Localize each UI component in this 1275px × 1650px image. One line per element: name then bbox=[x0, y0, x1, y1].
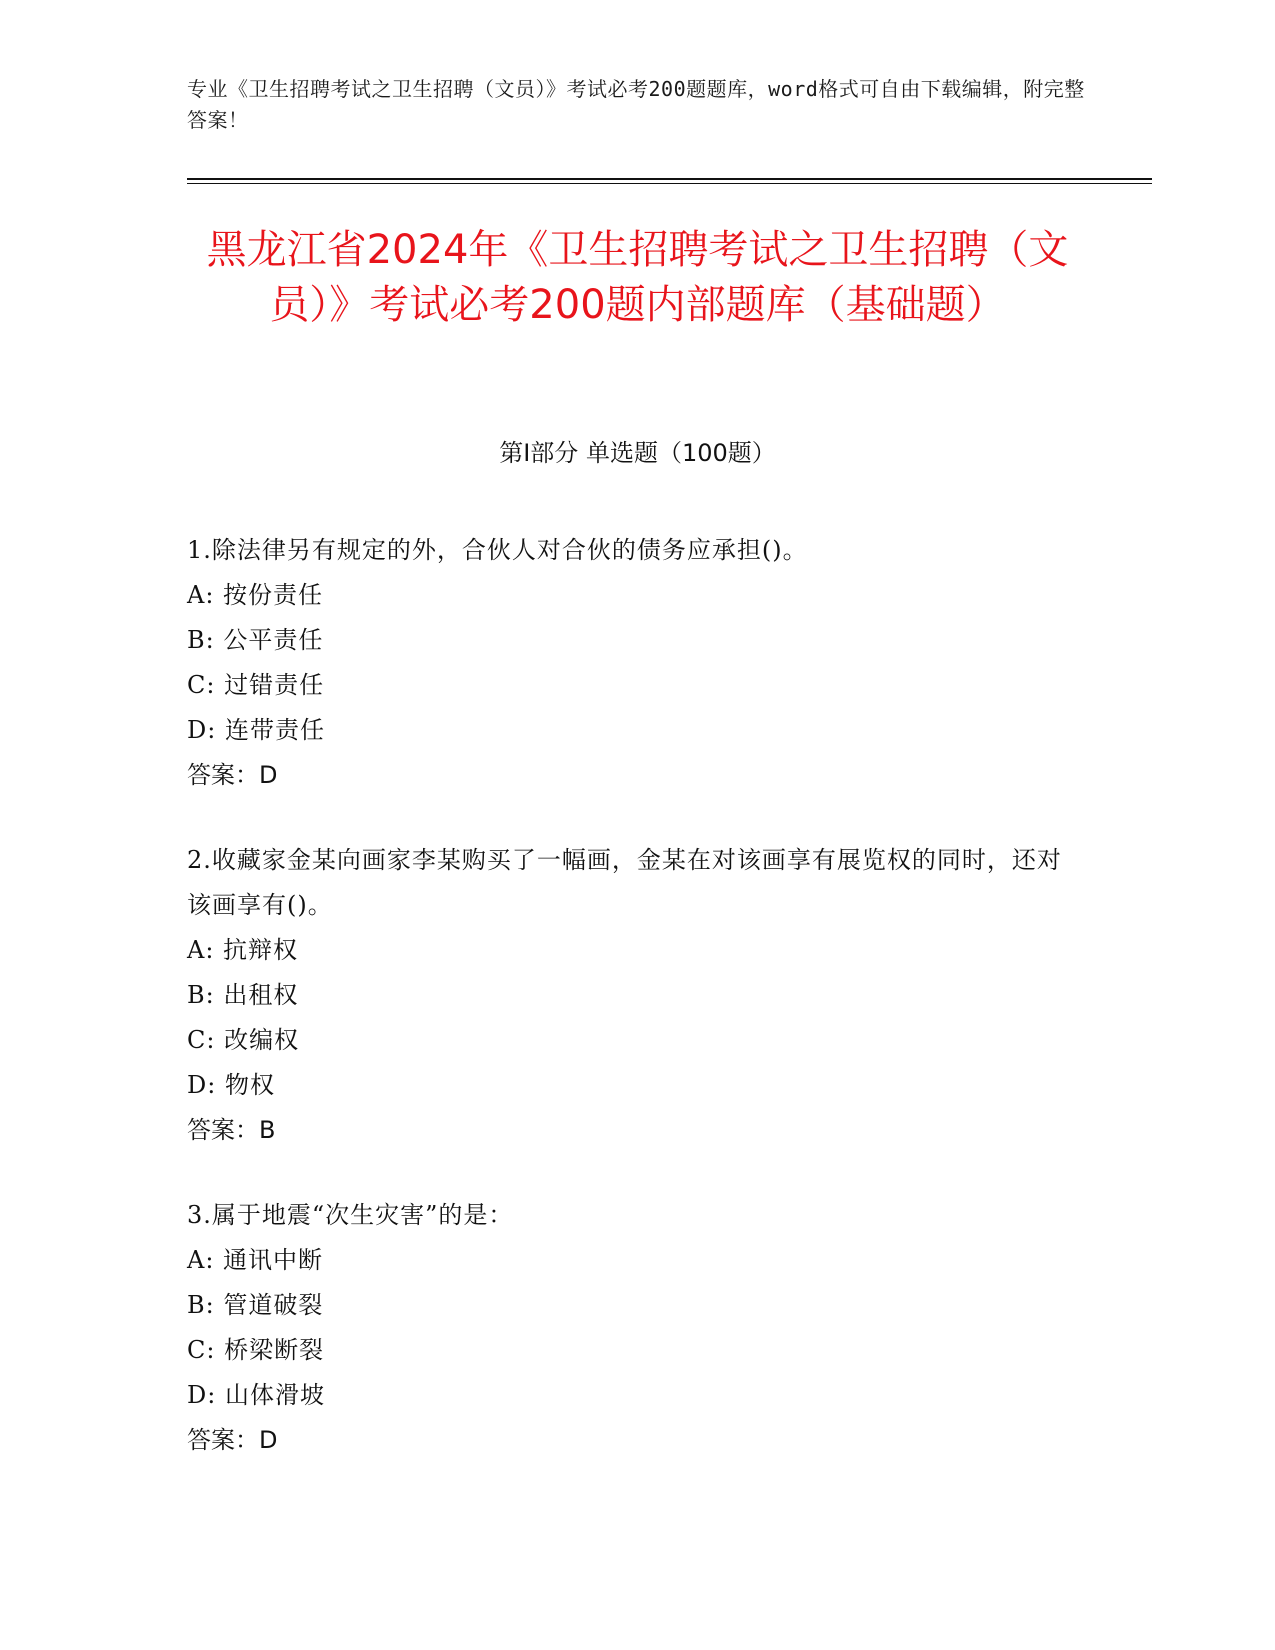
option-a: A: 通讯中断 bbox=[187, 1246, 324, 1274]
question-1 bbox=[187, 528, 1067, 798]
section-heading: 第I部分 单选题（100题） bbox=[499, 439, 776, 467]
answer: 答案：B bbox=[187, 1116, 276, 1144]
question-stem: 3.属于地震“次生灾害”的是： bbox=[187, 1201, 514, 1229]
option-a: A: 按份责任 bbox=[187, 581, 324, 609]
option-c: C: 过错责任 bbox=[187, 671, 325, 699]
question-2 bbox=[187, 838, 1067, 1153]
option-d: D: 物权 bbox=[187, 1071, 275, 1099]
question-3 bbox=[187, 1193, 1067, 1463]
answer: 答案：D bbox=[187, 1426, 278, 1454]
document-title: 黑龙江省2024年《卫生招聘考试之卫生招聘（文员）》考试必考200题内部题库（基础题） bbox=[206, 227, 1069, 328]
header-rule-thin bbox=[187, 183, 1152, 184]
question-stem: 1.除法律另有规定的外，合伙人对合伙的债务应承担()。 bbox=[187, 536, 808, 564]
header-note: 专业《卫生招聘考试之卫生招聘（文员）》考试必考200题题库，word格式可自由下载编辑，附完整答案！ bbox=[187, 77, 1085, 132]
option-b: B: 公平责任 bbox=[187, 626, 324, 654]
header-rule-thick bbox=[187, 178, 1152, 180]
answer: 答案：D bbox=[187, 761, 278, 789]
option-d: D: 连带责任 bbox=[187, 716, 325, 744]
option-b: B: 出租权 bbox=[187, 981, 299, 1009]
option-d: D: 山体滑坡 bbox=[187, 1381, 325, 1409]
option-b: B: 管道破裂 bbox=[187, 1291, 324, 1319]
option-c: C: 改编权 bbox=[187, 1026, 300, 1054]
question-stem: 2.收藏家金某向画家李某购买了一幅画，金某在对该画享有展览权的同时，还对该画享有()。 bbox=[187, 846, 1062, 919]
option-a: A: 抗辩权 bbox=[187, 936, 299, 964]
option-c: C: 桥梁断裂 bbox=[187, 1336, 325, 1364]
question-list bbox=[187, 528, 1067, 1503]
